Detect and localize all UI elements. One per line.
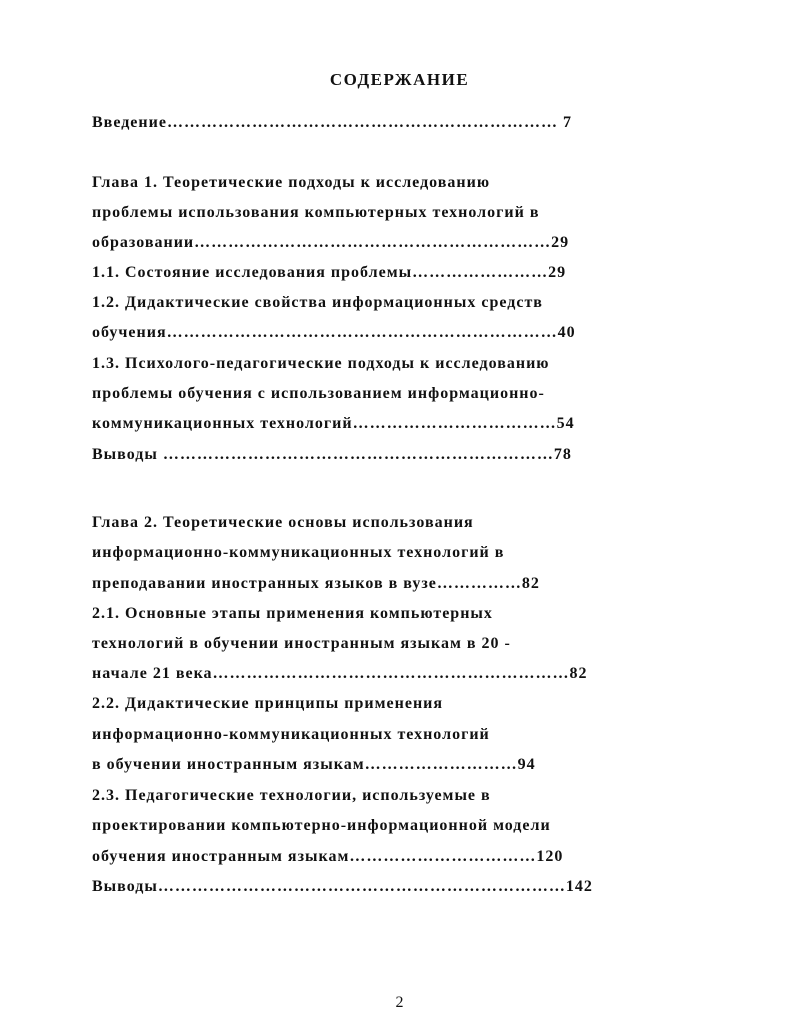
toc-entry-2-3-cont: проектировании компьютерно-информационной модели <box>92 817 551 834</box>
toc-entry-2-2: 2.2. Дидактические принципы применения <box>92 695 444 712</box>
toc-entry-2-2-cont: информационно-коммуникационных технологий <box>92 726 490 743</box>
toc-entry-1-3: 1.3. Психолого-педагогические подходы к исследованию <box>92 355 550 372</box>
toc-entry-2-1-cont: технологий в обучении иностранным языкам в 20 - <box>92 635 511 652</box>
toc-entry-1-2: 1.2. Дидактические свойства информационных средств <box>92 294 543 311</box>
toc-chapter-1-heading-cont: проблемы использования компьютерных технологий в <box>92 204 540 221</box>
page-number: 2 <box>395 994 404 1011</box>
toc-entry-2-3-end: обучения иностранным языкам……………………………120 <box>92 848 564 865</box>
toc-entry-1-3-end: коммуникационных технологий………………………………54 <box>92 415 575 432</box>
page-title: СОДЕРЖАНИЕ <box>329 70 470 89</box>
toc-chapter-2-heading-cont: информационно-коммуникационных технологий в <box>92 544 505 561</box>
toc-entry-2-2-end: в обучении иностранным языкам………………………94 <box>92 756 536 773</box>
toc-entry-2-1-end: начале 21 века………………………………………………………82 <box>92 665 588 682</box>
toc-chapter-1-heading-end: образовании………………………………………………………29 <box>92 234 570 251</box>
toc-chapter-1-heading: Глава 1. Теоретические подходы к исследованию <box>92 174 491 191</box>
toc-entry-1-1: 1.1. Состояние исследования проблемы……………………29 <box>92 264 567 281</box>
toc-chapter-2-heading: Глава 2. Теоретические основы использования <box>92 514 474 531</box>
toc-entry-2-3: 2.3. Педагогические технологии, используемые в <box>92 787 491 804</box>
toc-entry-2-1: 2.1. Основные этапы применения компьютерных <box>92 605 493 622</box>
toc-entry-1-2-end: обучения……………………………………………………………40 <box>92 324 576 341</box>
toc-chapter-2-heading-end: преподавании иностранных языков в вузе……………82 <box>92 575 540 592</box>
toc-entry-ch1-conclusions: Выводы ……………………………………………………………78 <box>92 446 572 463</box>
toc-entry-intro: Введение…………………………………………………………… 7 <box>92 114 572 131</box>
toc-entry-ch2-conclusions: Выводы………………………………………………………………142 <box>92 878 593 895</box>
toc-entry-1-3-cont: проблемы обучения с использованием информационно- <box>92 385 545 402</box>
